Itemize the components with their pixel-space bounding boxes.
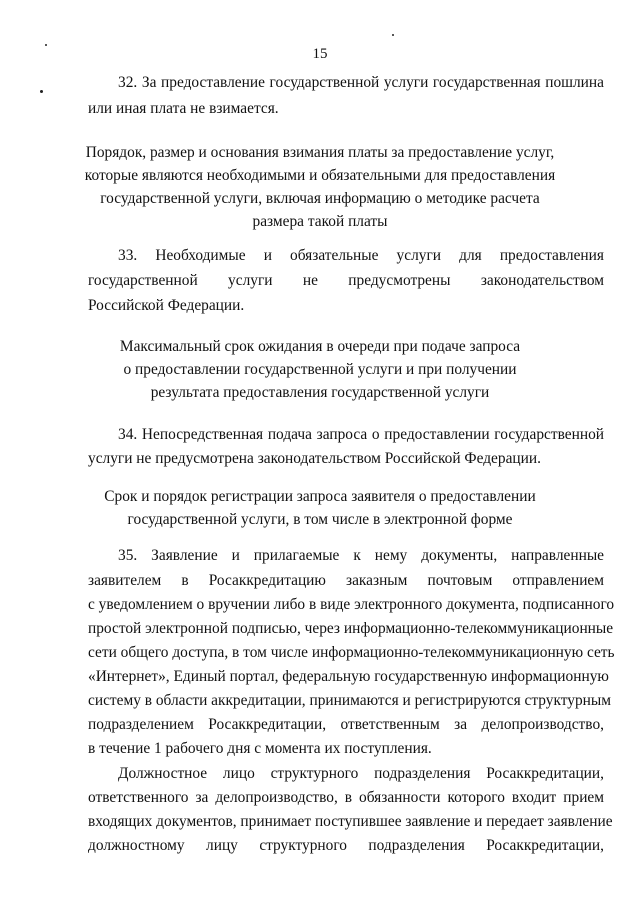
paragraph-36-line-3: входящих документов, принимает поступившее заявление и передает заявление (88, 813, 613, 830)
paragraph-35-line-9: в течение 1 рабочего дня с момента их поступления. (88, 740, 432, 757)
paragraph-35-line-8: подразделением Росаккредитации, ответственным за делопроизводство, (88, 716, 604, 733)
paragraph-35-line-4: простой электронной подписью, через информационно-телекоммуникационные (88, 620, 614, 637)
paragraph-32-line-1: 32. За предоставление государственной услуги государственная пошлина (118, 74, 604, 91)
paragraph-36-line-4: должностному лицу структурного подразделения Росаккредитации, (88, 837, 604, 854)
section-heading-queue-line-1: Максимальный срок ожидания в очереди при подаче запроса (119, 338, 521, 355)
paragraph-35-line-7: систему в области аккредитации, принимаются и регистрируются структурным (88, 692, 611, 709)
section-heading-fees-line-3: государственной услуги, включая информацию о методике расчета (100, 190, 540, 207)
paragraph-35-line-3: с уведомлением о вручении либо в виде электронного документа, подписанного (88, 596, 615, 613)
paragraph-35-line-1: 35. Заявление и прилагаемые к нему документы, направленные (118, 547, 604, 564)
paragraph-36-line-2: ответственного за делопроизводство, в обязанности которого входит прием (88, 789, 604, 806)
paragraph-33-line-3: Российской Федерации. (88, 297, 245, 314)
page-number: 15 (312, 46, 328, 62)
paragraph-36-line-1: Должностное лицо структурного подразделения Росаккредитации, (118, 765, 604, 782)
scan-speck (40, 90, 43, 93)
section-heading-queue-line-2: о предоставлении государственной услуги и при получении (123, 361, 517, 378)
paragraph-32-line-2: или иная плата не взимается. (88, 100, 279, 117)
paragraph-34-line-1: 34. Непосредственная подача запроса о предоставлении государственной (118, 426, 604, 443)
section-heading-registration-line-1: Срок и порядок регистрации запроса заявителя о предоставлении (104, 488, 536, 505)
scan-speck (392, 34, 394, 36)
paragraph-34-line-2: услуги не предусмотрена законодательством Российской Федерации. (88, 450, 541, 467)
section-heading-queue-line-3: результата предоставления государственной услуги (150, 384, 490, 401)
paragraph-35-line-2: заявителем в Росаккредитацию заказным почтовым отправлением (88, 572, 604, 589)
section-heading-fees-line-2: которые являются необходимыми и обязательными для предоставления (84, 167, 556, 184)
section-heading-fees-line-4: размера такой платы (252, 213, 388, 230)
section-heading-registration-line-2: государственной услуги, в том числе в электронной форме (127, 511, 513, 528)
paragraph-33-line-1: 33. Необходимые и обязательные услуги для предоставления (118, 247, 604, 264)
section-heading-fees-line-1: Порядок, размер и основания взимания платы за предоставление услуг, (85, 144, 555, 161)
paragraph-33-line-2: государственной услуги не предусмотрены законодательством (88, 272, 604, 289)
paragraph-35-line-5: сети общего доступа, в том числе информационно-телекоммуникационную сеть (88, 644, 615, 661)
paragraph-35-line-6: «Интернет», Единый портал, федеральную государственную информационную (88, 668, 609, 685)
